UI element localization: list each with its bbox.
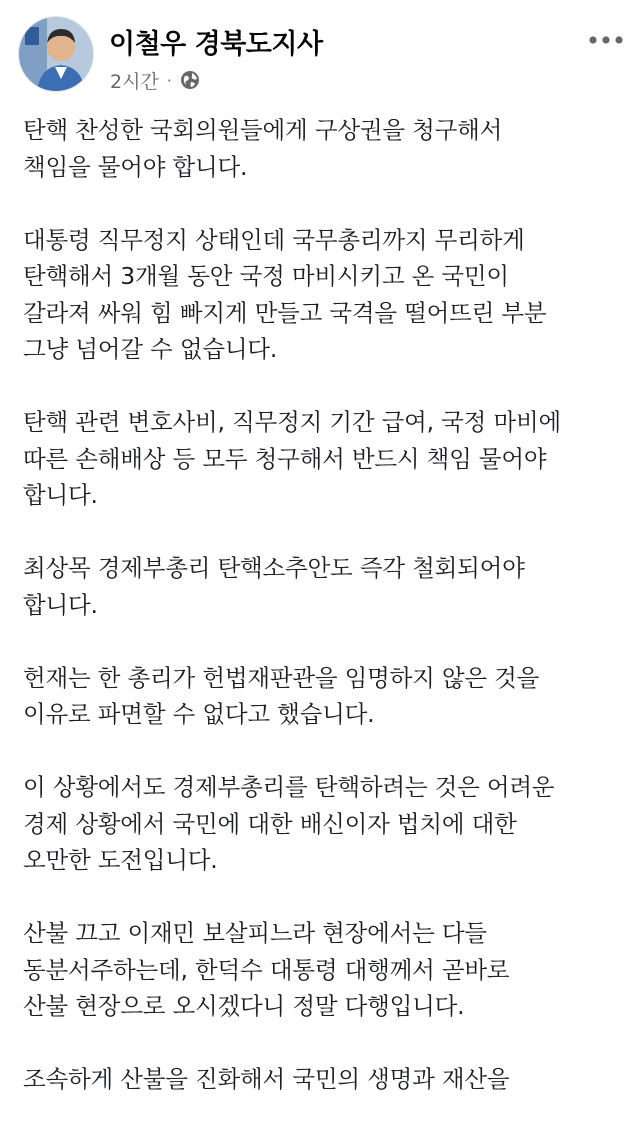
post-text-line: 이 상황에서도 경제부총리를 탄핵하려는 것은 어려운 <box>23 773 555 801</box>
post-text-line: 대통령 직무정지 상태인데 국무총리까지 무리하게 <box>23 225 525 254</box>
post-header <box>0 0 640 100</box>
more-options-button[interactable] <box>586 26 626 54</box>
post-text-line: 최상목 경제부총리 탄핵소추안도 즉각 철회되어야 <box>23 554 525 582</box>
post-text-line: 산불 현장으로 오시겠다니 정말 다행입니다. <box>23 992 465 1020</box>
post-paragraph <box>23 112 628 185</box>
avatar[interactable] <box>18 16 94 92</box>
post-text-line: 이유로 파면할 수 없다고 했습니다. <box>23 700 375 728</box>
globe-icon[interactable] <box>180 70 200 90</box>
post-meta <box>110 66 200 94</box>
post-text-line: 헌재는 한 총리가 헌법재판관을 임명하지 않은 것을 <box>23 663 540 692</box>
post-text-line: 경제 상황에서 국민에 대한 배신이자 법치에 대한 <box>23 809 517 838</box>
post-text-line: 책임을 물어야 합니다. <box>23 152 248 181</box>
post-text-line: 오만한 도전입니다. <box>23 846 218 874</box>
post-text-line: 합니다. <box>23 590 98 619</box>
post-text-line: 탄핵해서 3개월 동안 국정 마비시키고 온 국민이 <box>23 262 509 290</box>
post-paragraph <box>23 660 628 733</box>
meta-separator: · <box>166 70 172 90</box>
post-text <box>23 112 628 1134</box>
post-paragraph <box>23 404 628 514</box>
post-paragraph <box>23 550 628 623</box>
post-text-line: 동분서주하는데, 한덕수 대통령 대행께서 곧바로 <box>23 955 510 984</box>
post-paragraph <box>23 1061 628 1098</box>
author-name[interactable]: 이철우 경북도지사 <box>109 29 323 60</box>
post-paragraph <box>23 915 628 1025</box>
post-text-line: 그냥 넘어갈 수 없습니다. <box>23 335 278 363</box>
post-text-line: 탄핵 찬성한 국회의원들에게 구상권을 청구해서 <box>23 116 503 144</box>
post-text-line: 산불 끄고 이재민 보살피느라 현장에서는 다들 <box>23 919 487 947</box>
post-text-line: 따른 손해배상 등 모두 청구해서 반드시 책임 물어야 <box>23 444 547 473</box>
post-text-line: 갈라져 싸워 힘 빠지게 만들고 국격을 떨어뜨린 부분 <box>23 298 547 327</box>
post-paragraph <box>23 222 628 368</box>
more-dots-icon <box>588 35 624 45</box>
post-text-line: 합니다. <box>23 481 98 509</box>
post-text-line: 조속하게 산불을 진화해서 국민의 생명과 재산을 <box>23 1065 510 1093</box>
post-paragraph <box>23 769 628 879</box>
post-text-line: 탄핵 관련 변호사비, 직무정지 기간 급여, 국정 마비에 <box>23 408 561 436</box>
post-timestamp[interactable]: 2시간 <box>110 70 159 93</box>
